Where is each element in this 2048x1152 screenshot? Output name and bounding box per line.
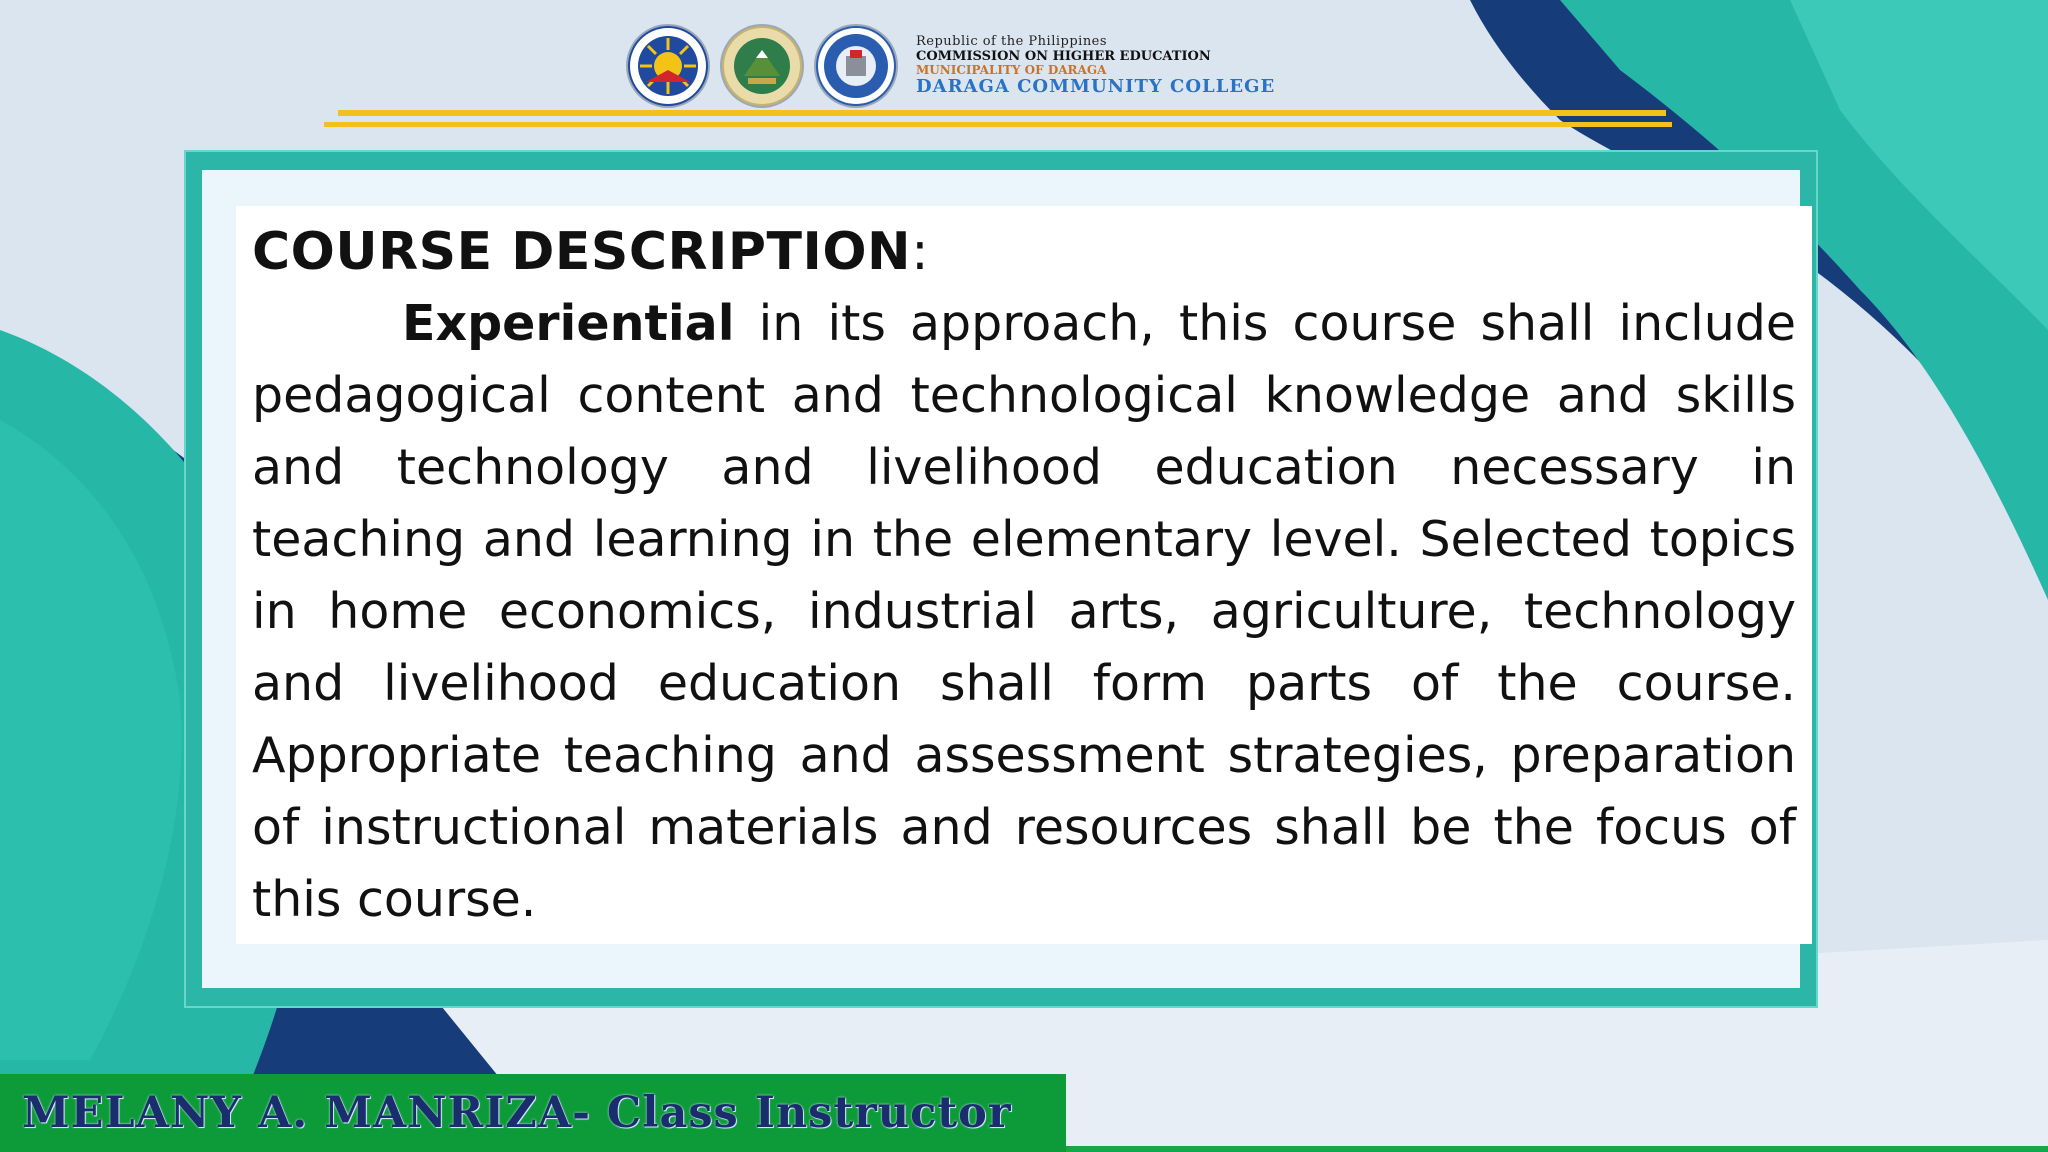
page-title <box>252 216 1796 288</box>
course-description-paragraph <box>252 288 1796 936</box>
ched-seal-graphic <box>628 26 708 106</box>
republic-text: Republic of the Philippines <box>916 34 1108 50</box>
college-name: DARAGA COMMUNITY COLLEGE <box>916 75 1276 97</box>
instructor-banner <box>0 1074 1066 1152</box>
instructor-name: MELANY A. MANRIZA- Class Instructor <box>22 1088 1012 1138</box>
content-card <box>236 206 1812 944</box>
description-text: in its approach, this course shall include pedagogical content and technological knowledge and skills and technology and livelihood education necessary in teaching and learning in the elementary level. Selected topics in home economics, industrial arts, agriculture, technology and livelihood education shall form parts of the course. Appropriate teaching and assessment strategies, preparation of instructional materials and resources shall be the focus of this course. <box>252 295 1796 928</box>
card-content <box>252 216 1796 936</box>
commission-text: COMMISSION ON HIGHER EDUCATION <box>916 48 1211 64</box>
municipality-text: MUNICIPALITY OF DARAGA <box>916 62 1107 77</box>
municipality-seal-graphic <box>722 26 802 106</box>
title-colon: : <box>911 222 930 282</box>
college-seal-icon <box>816 26 896 106</box>
lead-word: Experiential <box>402 295 735 352</box>
municipality-seal-icon <box>722 26 802 106</box>
ched-seal-icon <box>628 26 708 106</box>
college-seal-graphic <box>816 26 896 106</box>
title-text: COURSE DESCRIPTION <box>252 222 912 282</box>
institution-block <box>916 35 1275 97</box>
header-divider-bottom <box>324 122 1672 127</box>
header <box>628 18 1275 114</box>
header-divider-top <box>338 110 1666 116</box>
footer-strip <box>1066 1146 2048 1152</box>
